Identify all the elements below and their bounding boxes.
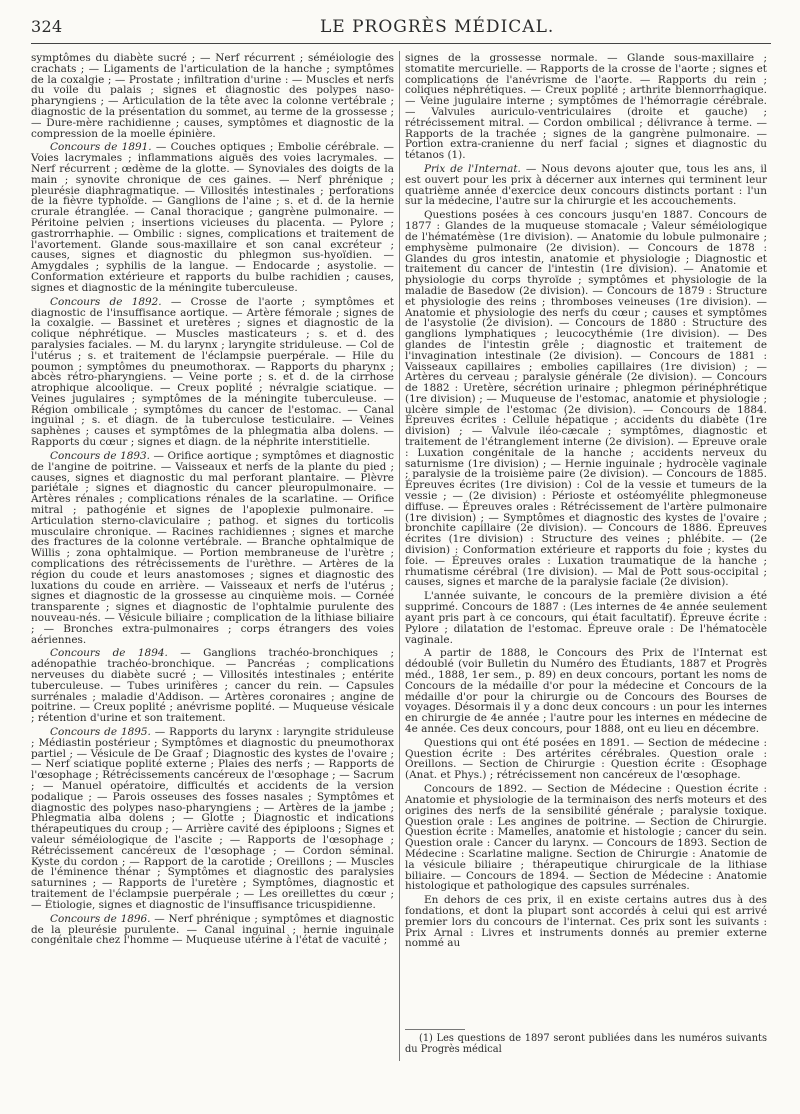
paragraph-text: signes de la grossesse normale. — Glande sous-maxillaire ; stomatite mercurielle. — Rapports de la crosse de l'aorte ; signes et complications de l'anévrisme de l'aorte. — Rapports du rein ; coliques néphrétiques. — Creux poplité ; arthrite blennorrhagique. — Veine jugulaire interne ; symptômes de l'hémorragie cérébrale. — Valvules auriculo-ventriculaires (droite et gauche) ; rétrécissement mitral. — Cordon ombilical ; délivrance à terme. — Rapports de la trachée ; signes de la gangrène pulmonaire. — Portion extra-cranienne du nerf facial ; signes et diagnostic du tétanos (1). xyxy=(405,52,767,162)
paragraph xyxy=(405,895,767,949)
paragraph xyxy=(31,648,394,724)
paragraph-text: — Orifice aortique ; symptômes et diagnostic de l'angine de poitrine. — Vaisseaux et nerfs de la plante du pied ; causes, signes et diagnostic du mal perforant plantaire. — Plèvre pariétale ; signes et diagnostic du cancer pleuropulmonaire. — Artères rénales ; complications rénales de la scarlatine. — Orifice mitral ; pathogénie et signes de l'apoplexie pulmonaire. — Articulation sterno-claviculaire ; pathog. et signes du torticolis musculaire chronique. — Racines rachidiennes ; signes et marche des fractures de la colonne vertébrale. — Branche ophtalmique de Willis ; zona ophtalmique. — Portion membraneuse de l'urètre ; complications des rétrécissements de l'urèthre. — Artères de la région du coude et leurs anastomoses ; signes et diagnostic des luxations du coude en arrière. — Vaisseaux et nerfs de l'utérus ; signes et diagnostic de la grossesse au cinquième mois. — Cornée transparente ; signes et diagnostic de l'ophtalmie purulente des nouveau-nés. — Vésicule biliaire ; complication de la lithiase biliaire ; — Bronches extra-pulmonaires ; corps étrangers des voies aériennes. xyxy=(31,449,394,646)
paragraph-text: En dehors de ces prix, il en existe certains autres dus à des fondations, et dont la plupart sont accordés à celui qui est arrivé premier lors du concours de l'internat. Ces prix sont les suivants : Prix Arnal : Livres et instruments donnés au premier externe nommé au xyxy=(405,894,767,950)
footnote-rule xyxy=(405,1029,465,1030)
journal-title: LE PROGRÈS MÉDICAL. xyxy=(320,17,555,37)
paragraph xyxy=(405,784,767,892)
header-rule xyxy=(31,43,771,44)
paragraph-text: Questions qui ont été posées en 1891. — Section de médecine : Question écrite : Des artérites cérébrales. Question orale : Oreillons. — Section de Chirurgie : Question écrite : Œsophage (Anat. et Phys.) ; rétrécissement non cancéreux de l'œsophage. xyxy=(405,736,767,782)
paragraph-text: — Nous devons ajouter que, tous les ans, il est ouvert pour les prix à décerner aux internes qui terminent leur quatrième année d'exercice deux concours distincts portant : l'un sur la médecine, l'autre sur la chirurgie et les accouchements. xyxy=(405,163,768,208)
paragraph-text: Concours de 1892. — Section de Médecine : Question écrite : Anatomie et physiologie de la terminaison des nerfs moteurs et des origines des nerfs de la sensibilité générale ; paralysie toxique. Question orale : Les angines de poitrine. — Section de Chirurgie. Question écrite : Mamelles, anatomie et histologie ; cancer du sein. Question orale : Cancer du larynx. — Concours de 1893. Section de Médecine : Scarlatine maligne. Section de Chirurgie : Anatomie de la vésicule biliaire ; thérapeutique chirurgicale de la lithiase biliaire. — Concours de 1894. — Section de Médecine : Anatomie histologique et pathologique des capsules surrénales. xyxy=(405,783,767,893)
page-number: 324 xyxy=(31,17,63,36)
paragraph-text: — Nerf phrénique ; symptômes et diagnostic de la pleurésie purulente. — Canal inguinal ; hernie inguinale congénitale chez l'homme — Muqueuse utérine à l'état de vacuité ; xyxy=(31,912,394,947)
section-heading: Concours de 1892. xyxy=(50,295,162,308)
paragraph xyxy=(405,648,767,734)
section-heading: Concours de 1896. xyxy=(50,912,151,925)
right-column xyxy=(405,53,767,952)
section-heading: Prix de l'Internat. xyxy=(424,163,521,176)
footnote xyxy=(405,1034,767,1055)
paragraph xyxy=(31,914,394,946)
paragraph-text: A partir de 1888, le Concours des Prix de l'Internat est dédoublé (voir Bulletin du Numéro des Étudiants, 1887 et Progrès méd., 1888, 1er sem., p. 89) en deux concours, portant les noms de Concours de la médaille d'or pour la médecine et Concours de la médaille d'or pour la chirurgie ou de Concours des Bourses de voyages. Désormais il y a donc deux concours : un pour les internes en chirurgie de 4e année ; l'autre pour les internes en médecine de 4e année. Ces deux concours, pour 1888, ont eu lieu en décembre. xyxy=(405,647,767,735)
paragraph xyxy=(31,53,394,139)
paragraph-text: Questions posées à ces concours jusqu'en 1887. Concours de 1877 : Glandes de la muqueuse stomacale ; Valeur séméiologique de l'hématémèse (1re division). — Anatomie du lobule pulmonaire ; emphysème pulmonaire (2e division). — Concours de 1878 : Glandes du gros intestin, anatomie et physiologie ; Diagnostic et traitement du cancer de l'intestin (1re division). — Anatomie et physiologie du corps thyroïde ; symptômes et physiologie de la maladie de Basedow (2e division). — Concours de 1879 : Structure et physiologie des reins ; thromboses veineuses (1re division). — Anatomie et physiologie des nerfs du cœur ; causes et symptômes de l'asystolie (2e division). — Concours de 1880 : Structure des ganglions lymphatiques ; leucocythémie (1re division). — Des glandes de l'intestin grêle ; diagnostic et traitement de l'invagination intestinale (2e division). — Concours de 1881 : Vaisseaux capillaires ; embolies capillaires (1re division) ; — Artères du cerveau ; paralysie générale (2e division). — Concours de 1882 : Uretère, sécrétion urinaire ; phlegmon périnéphrétique (1re division) ; — Muqueuse de l'estomac, anatomie et physiologie ; ulcère simple de l'estomac (2e division). — Concours de 1884. Épreuves écrites : Cellule hépatique ; accidents du diabète (1re division) ; — Valvule iléo-cæcale ; symptômes, diagnostic et traitement de l'étranglement interne (2e division). — Epreuve orale : Luxation congénitale de la hanche ; accidents nerveux du saturnisme (1re division) ; — Hernie inguinale ; hydrocèle vaginale ; paralysie de la troisième paire (2e division). — Concours de 1885. Épreuves écrites (1re division) : Col de la vessie et tumeurs de la vessie ; — (2e division) : Périoste et ostéomyélite phlegmoneuse diffuse. — Épreuves orales : Rétrécissement de l'artère pulmonaire (1re division) ; — Symptômes et diagnostic des kystes de l'ovaire ; bronchite capillaire (2e division). — Concours de 1886. Épreuves écrites (1re division) : Structure des veines ; phlébite. — (2e division) : Conformation extérieure et rapports du foie ; kystes du foie. — Épreuves orales : Luxation traumatique de la hanche ; rhumatisme cérébral (1re division). — Mal de Pott sous-occipital ; causes, signes et marche de la paralysie faciale (2e division). xyxy=(405,209,767,589)
paragraph xyxy=(405,591,767,645)
paragraph-text: symptômes du diabète sucré ; — Nerf récurrent ; séméiologie des crachats ; — Ligaments de l'articulation de la hanche ; symptômes de la coxalgie ; — Prostate ; infiltration d'urine : — Muscles et nerfs du voile du palais ; signes et diagnostic des polypes naso-pharyngiens ; — Articulation de la tête avec la colonne vertébrale ; diagnostic de la présentation du sommet, au terme de la grossesse ; — Dure-mère rachidienne ; causes, symptômes et diagnostic de la compression de la moelle épinière. xyxy=(31,52,394,140)
paragraph-text: — Crosse de l'aorte ; symptômes et diagnostic de l'insuffisance aortique. — Artère fémorale ; signes de la coxalgie. — Bassinet et uretères ; signes et diagnostic de la colique néphrétique. — Muscles masticateurs ; s. et d. des paralysies faciales. — M. du larynx ; laryngite striduleuse. — Col de l'utérus ; s. et traitement de l'éclampsie puerpérale. — Hile du poumon ; symptômes du pneumothorax. — Rapports du pharynx ; abcès rétro-pharyngiens. — Veine porte ; s. et d. de la cirrhose atrophique alcoolique. — Creux poplité ; névralgie sciatique. — Veines jugulaires ; symptômes de la méningite tuberculeuse. — Région ombilicale ; symptômes du cancer de l'estomac. — Canal inguinal ; s. et diagn. de la tuberculose testiculaire. — Veines saphènes ; causes et symptômes de la phlegmatia alba dolens. — Rapports du cœur ; signes et diagn. de la néphrite interstitielle. xyxy=(31,295,394,449)
section-heading: Concours de 1893. xyxy=(50,449,151,462)
paragraph xyxy=(31,727,394,911)
paragraph xyxy=(405,210,767,588)
paragraph xyxy=(31,142,394,293)
paragraph xyxy=(405,53,767,161)
column-divider xyxy=(399,51,400,1061)
paragraph xyxy=(31,297,394,448)
paragraph xyxy=(405,164,767,207)
footnote-text: (1) Les questions de 1897 seront publiées dans les numéros suivants du Progrès médical xyxy=(405,1033,767,1055)
section-heading: Concours de 1894. xyxy=(50,647,168,660)
section-heading: Concours de 1895. xyxy=(50,726,151,739)
left-column xyxy=(31,53,394,949)
paragraph xyxy=(405,738,767,781)
paragraph-text: L'année suivante, le concours de la première division a été supprimé. Concours de 1887 : (Les internes de 4e année seulement ayant pris part à ce concours, qui était facultatif). Épreuve écrite : Pylore ; dilatation de l'estomac. Épreuve orale : De l'hématocèle vaginale. xyxy=(405,590,767,646)
paragraph-text: — Ganglions trachéo-bronchiques ; adénopathie trachéo-bronchique. — Pancréas ; complications nerveuses du diabète sucré ; — Villosités intestinales ; entérite tuberculeuse. — Tubes urinifères ; cancer du rein. — Capsules surrénales ; maladie d'Addison. — Artères coronaires ; angine de poitrine. — Creux poplité ; anévrisme poplité. — Muqueuse vésicale ; rétention d'urine et son traitement. xyxy=(31,647,394,725)
paragraph-text: — Couches optiques ; Embolie cérébrale. — Voies lacrymales ; inflammations aiguës des voies lacrymales. — Nerf récurrent ; œdème de la glotte. — Synoviales des doigts de la main ; synovite chronique de ces gaines. — Nerf phrénique ; pleurésie diaphragmatique. — Villosités intestinales ; perforations de la fièvre typhoïde. — Ganglions de l'aine ; s. et d. de la hernie crurale étranglée. — Canal thoracique ; gangrène pulmonaire. — Péritoine pelvien ; insertions vicieuses du placenta. — Pylore ; gastrorrhaphie. — Ombilic : signes, complications et traitement de l'avortement. Glande sous-maxillaire et son canal excréteur ; causes, signes et diagnostic du phlegmon sus-hyoïdien. — Amygdales ; syphilis de la langue. — Endocarde ; asystolie. — Conformation extérieure et rapports du bulbe rachidien ; causes, signes et diagnostic de la méningite tuberculeuse. xyxy=(31,141,394,294)
paragraph xyxy=(31,451,394,645)
section-heading: Concours de 1891. xyxy=(50,141,152,154)
paragraph-text: — Rapports du larynx : laryngite striduleuse ; Médiastin postérieur ; Symptômes et diagnostic du pneumothorax partiel ; — Vésicule de De Graaf ; Diagnostic des kystes de l'ovaire ; — Nerf sciatique poplité externe ; Plaies des nerfs ; — Rapports de l'œsophage ; Rétrécissements cancéreux de l'œsophage ; — Sacrum ; — Manuel opératoire, difficultés et accidents de la version podalique ; — Parois osseuses des fosses nasales ; Symptômes et diagnostic des polypes naso-pharyngiens ; — Artères de la jambe ; Phlegmatia alba dolens ; — Glotte ; Diagnostic et indications thérapeutiques du croup ; — Arrière cavité des épiploons ; Signes et valeur séméiologique de l'ascite ; — Rapports de l'œsophage ; Rétrécissement cancéreux de l'œsophage ; — Cordon séminal. Kyste du cordon ; — Rapport de la carotide ; Oreillons ; — Muscles de l'éminence thénar ; Symptômes et diagnostic des paralysies saturnines ; — Rapports de l'uretère ; Symptômes, diagnostic et traitement de l'éclampsie puerpérale ; — Les oreillettes du cœur ; — Étiologie, signes et diagnostic de l'insuffisance tricuspidienne. xyxy=(31,726,394,911)
